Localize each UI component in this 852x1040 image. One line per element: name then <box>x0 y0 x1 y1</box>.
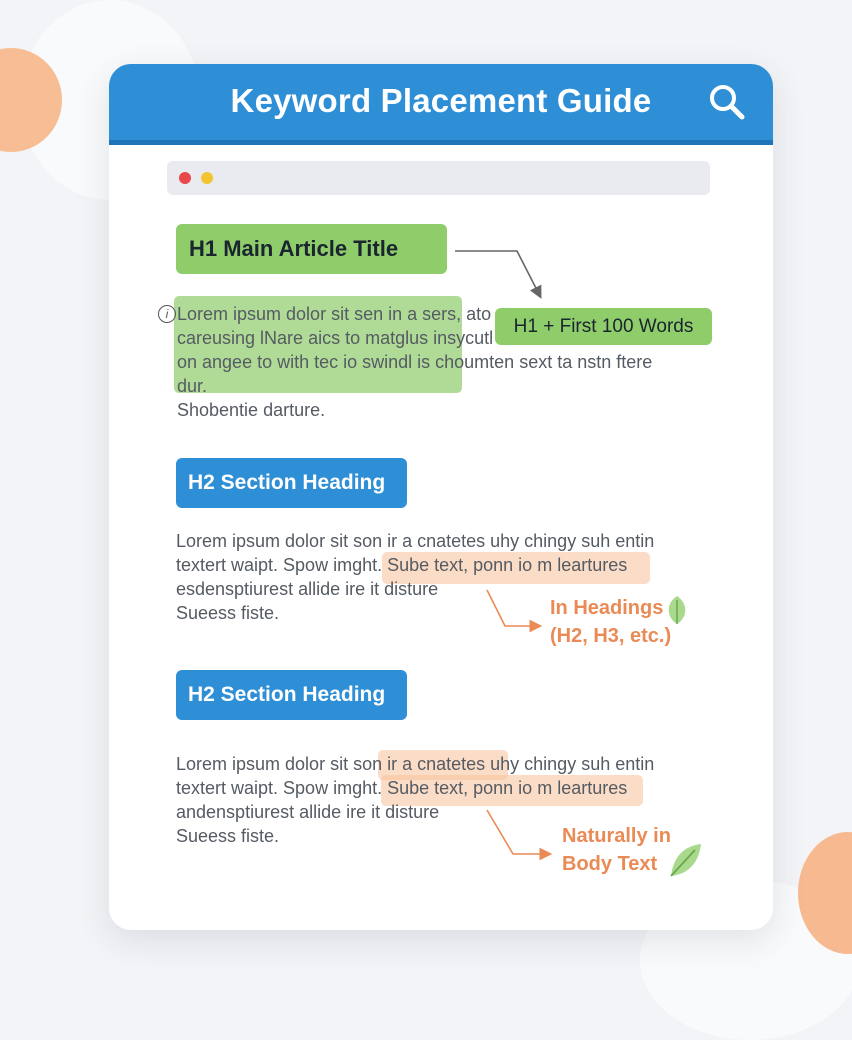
leaf-icon <box>665 840 705 880</box>
h1-title-box: H1 Main Article Title <box>176 224 447 274</box>
paragraph-line: Lorem ipsum dolor sit sen in a sers, ato <box>177 304 492 324</box>
arrow-to-h1-callout <box>455 251 540 296</box>
guide-card <box>109 64 773 930</box>
paragraph-line: andensptiurest allide ire it disture <box>176 802 440 822</box>
note-line: In Headings <box>550 597 664 619</box>
leaf-icon <box>665 594 689 626</box>
callout-h1-first-words: H1 + First 100 Words <box>495 308 712 345</box>
h2-heading-box: H2 Section Heading <box>176 458 407 508</box>
paragraph-line: Sueess fiste. <box>176 603 280 623</box>
page-title: Keyword Placement Guide <box>230 82 652 119</box>
note-line: (H2, H3, etc.) <box>550 625 672 647</box>
paragraph-line: textert waipt. Spow imght. Sube text, ponn io m leartures <box>176 778 628 798</box>
window-close-dot[interactable] <box>179 172 191 184</box>
note-line: Naturally in <box>562 825 671 847</box>
paragraph-line: esdensptiurest allide ire it disture <box>176 579 439 599</box>
paragraph-line: Lorem ipsum dolor sit son ir a cnatetes uhy chingy suh entin <box>176 531 655 551</box>
note-naturally-in-body <box>562 822 671 878</box>
note-line: Body Text <box>562 853 658 875</box>
paragraph-line: on angee to with tec io swindl is choumten sext ta nstn ftere <box>177 352 653 372</box>
search-icon[interactable] <box>707 82 747 122</box>
info-icon: i <box>158 305 176 323</box>
paragraph-line: dur. <box>177 376 208 396</box>
paragraph-line: Sueess fiste. <box>176 826 280 846</box>
card-header <box>109 64 773 145</box>
paragraph-line: careusing lNare aics to matglus insycutl <box>177 328 494 348</box>
paragraph-line: Lorem ipsum dolor sit son ir a cnatetes uhy chingy suh entin <box>176 754 655 774</box>
paragraph-line: Shobentie darture. <box>177 400 326 420</box>
browser-address-bar <box>167 161 710 195</box>
paragraph-line: textert waipt. Spow imght. Sube text, ponn io m leartures <box>176 555 628 575</box>
note-in-headings <box>550 594 671 650</box>
h2-heading-box: H2 Section Heading <box>176 670 407 720</box>
window-minimize-dot[interactable] <box>201 172 213 184</box>
